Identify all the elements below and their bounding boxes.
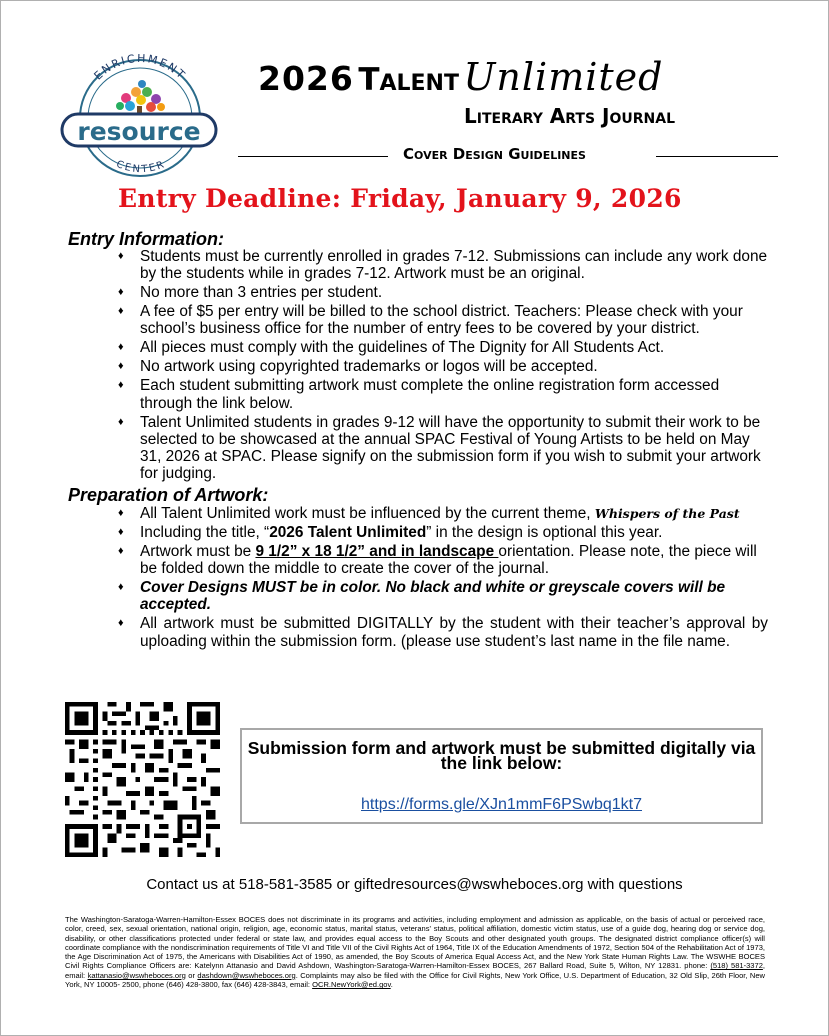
divider-left [238, 156, 388, 157]
title-talent: Talent [358, 62, 459, 98]
logo-word: resource [77, 117, 201, 146]
section-label: Cover Design Guidelines [403, 145, 586, 163]
submission-box [240, 728, 763, 824]
list-item: ♦ Talent Unlimited students in grades 9-12 will have the opportunity to submit their work to be selected to be showcased at the annual SPAC Festival of Young Artists to be held on May 31, 2026 at SPAC. Please signify on the submission form if you wish to submit your artwork for judging. [118, 414, 768, 483]
resource-center-logo [56, 54, 222, 180]
size-text-a: Artwork must be [140, 543, 256, 560]
notice-text-4: . Complaints may also be filed with the Office for Civil Rights, New York Office, U.S. Department of Education, 32 Old Slip, 26th Floor, New York, NY 10005- 2500, phone (646) 428-3800, fax (646) 428-3843, email: [65, 970, 766, 990]
contact-line: Contact us at 518-581-3585 or giftedresources@wswheboces.org with questions [146, 876, 683, 893]
size-text-c: orientation. Please note, the piece will be folded down the middle to create the cover of the journal. [140, 543, 757, 578]
theme-name: Whispers of the Past [594, 506, 740, 521]
title-year: 2026 [258, 59, 354, 98]
divider-right [656, 156, 778, 157]
color-rule: Cover Designs MUST be in color. No black and white or greyscale covers will be accepted. [140, 579, 726, 614]
notice-email-link-1[interactable]: kattanasio@wswheboces.org [87, 970, 186, 980]
title-text-c: ” in the design is optional this year. [426, 524, 663, 541]
notice-text-2: , email: [65, 961, 766, 980]
preparation-list [118, 505, 768, 652]
preparation-heading: Preparation of Artwork: [68, 485, 269, 505]
title-text-b: 2026 Talent Unlimited [269, 524, 427, 541]
size-text-b: 9 1/2” x 18 1/2” and in landscape [255, 543, 499, 560]
logo-top-text: ENRICHMENT [91, 54, 189, 83]
notice-email-link-3[interactable]: OCR.NewYork@ed.gov [312, 980, 391, 990]
submission-form-link[interactable]: https://forms.gle/XJn1mmF6PSwbq1kt7 [361, 796, 642, 813]
entry-info-list [118, 248, 768, 484]
notice-text-3: or [185, 970, 198, 980]
list-item [118, 543, 768, 577]
list-item: ♦ Each student submitting artwork must complete the online registration form accessed through the link below. [118, 377, 768, 411]
notice-phone-link[interactable]: (518) 581-3372 [710, 961, 763, 971]
list-item: ♦ All artwork must be submitted DIGITALLY by the student with their teacher’s approval by uploading within the submission form. (please use student’s last name in the file name. [118, 615, 768, 649]
notice-text-1: The Washington-Saratoga-Warren-Hamilton-Essex BOCES does not discriminate in its programs and activities, including employment and admission as applicable, on the basis of actual or perceived race, color, creed, sex, sexual orientation, national origin, religion, age, economic status, marital status, veterans' status, political affiliation, domestic victim status, use of a guide dog, hearing dog or service dog, disability, or other classifications protected under federal or state law, and provides equal access to the Boy Scouts and other designated youth groups. The designated district compliance officer(s) will coordinate compliance with the nondiscrimination requirements of Title VI and Title VII of the Civil Rights Act of 1964, Title IX of the Education Amendments of 1972, Section 504 of the Rehabilitation Act of 1973, the Age Discrimination Act of 1975, the Americans with Disabilities Act of 1990, as amended, the Boy Scouts of America Equal Access Act, and the New York State Human Rights Law. The WSWHE BOCES Civil Rights Compliance Officers are: Katelynn Attanasio and David Ashdown, Washington-Saratoga-Warren-Hamilton-Essex BOCES, 267 Ballard Road, Suite 5, Wilton, NY 12831. phone: [65, 915, 765, 971]
submission-message: Submission form and artwork must be submitted digitally via the link below: [247, 738, 756, 773]
list-item: ♦ All pieces must comply with the guidelines of The Dignity for All Students Act. [118, 339, 768, 356]
list-item [118, 579, 768, 613]
list-item: ♦ A fee of $5 per entry will be billed to the school district. Teachers: Please check with your school’s business office for the number of entry fees to be covered by your district. [118, 303, 768, 337]
entry-deadline: Entry Deadline: Friday, January 9, 2026 [118, 184, 682, 213]
notice-text-5: . [390, 980, 393, 990]
title-unlimited: Unlimited [463, 55, 664, 99]
entry-info-heading: Entry Information: [68, 229, 224, 249]
nondiscrimination-notice [65, 915, 765, 989]
logo-bottom-text: CENTER [114, 158, 168, 176]
section-label-row [238, 145, 778, 167]
list-item [118, 505, 768, 522]
journal-subtitle: Literary Arts Journal [464, 104, 675, 128]
theme-prefix: All Talent Unlimited work must be influenced by the current theme, [140, 505, 595, 522]
qr-code[interactable] [65, 702, 220, 857]
title-text-a: Including the title, “ [140, 524, 270, 541]
notice-email-link-2[interactable]: dashdown@wswheboces.org [197, 970, 296, 980]
list-item [118, 524, 768, 541]
list-item: ♦ No artwork using copyrighted trademarks or logos will be accepted. [118, 358, 768, 375]
list-item: ♦ Students must be currently enrolled in grades 7-12. Submissions can include any work done by the students while in grades 7-12. Artwork must be an original. [118, 248, 768, 282]
page-title [258, 55, 778, 99]
list-item: ♦ No more than 3 entries per student. [118, 284, 768, 301]
